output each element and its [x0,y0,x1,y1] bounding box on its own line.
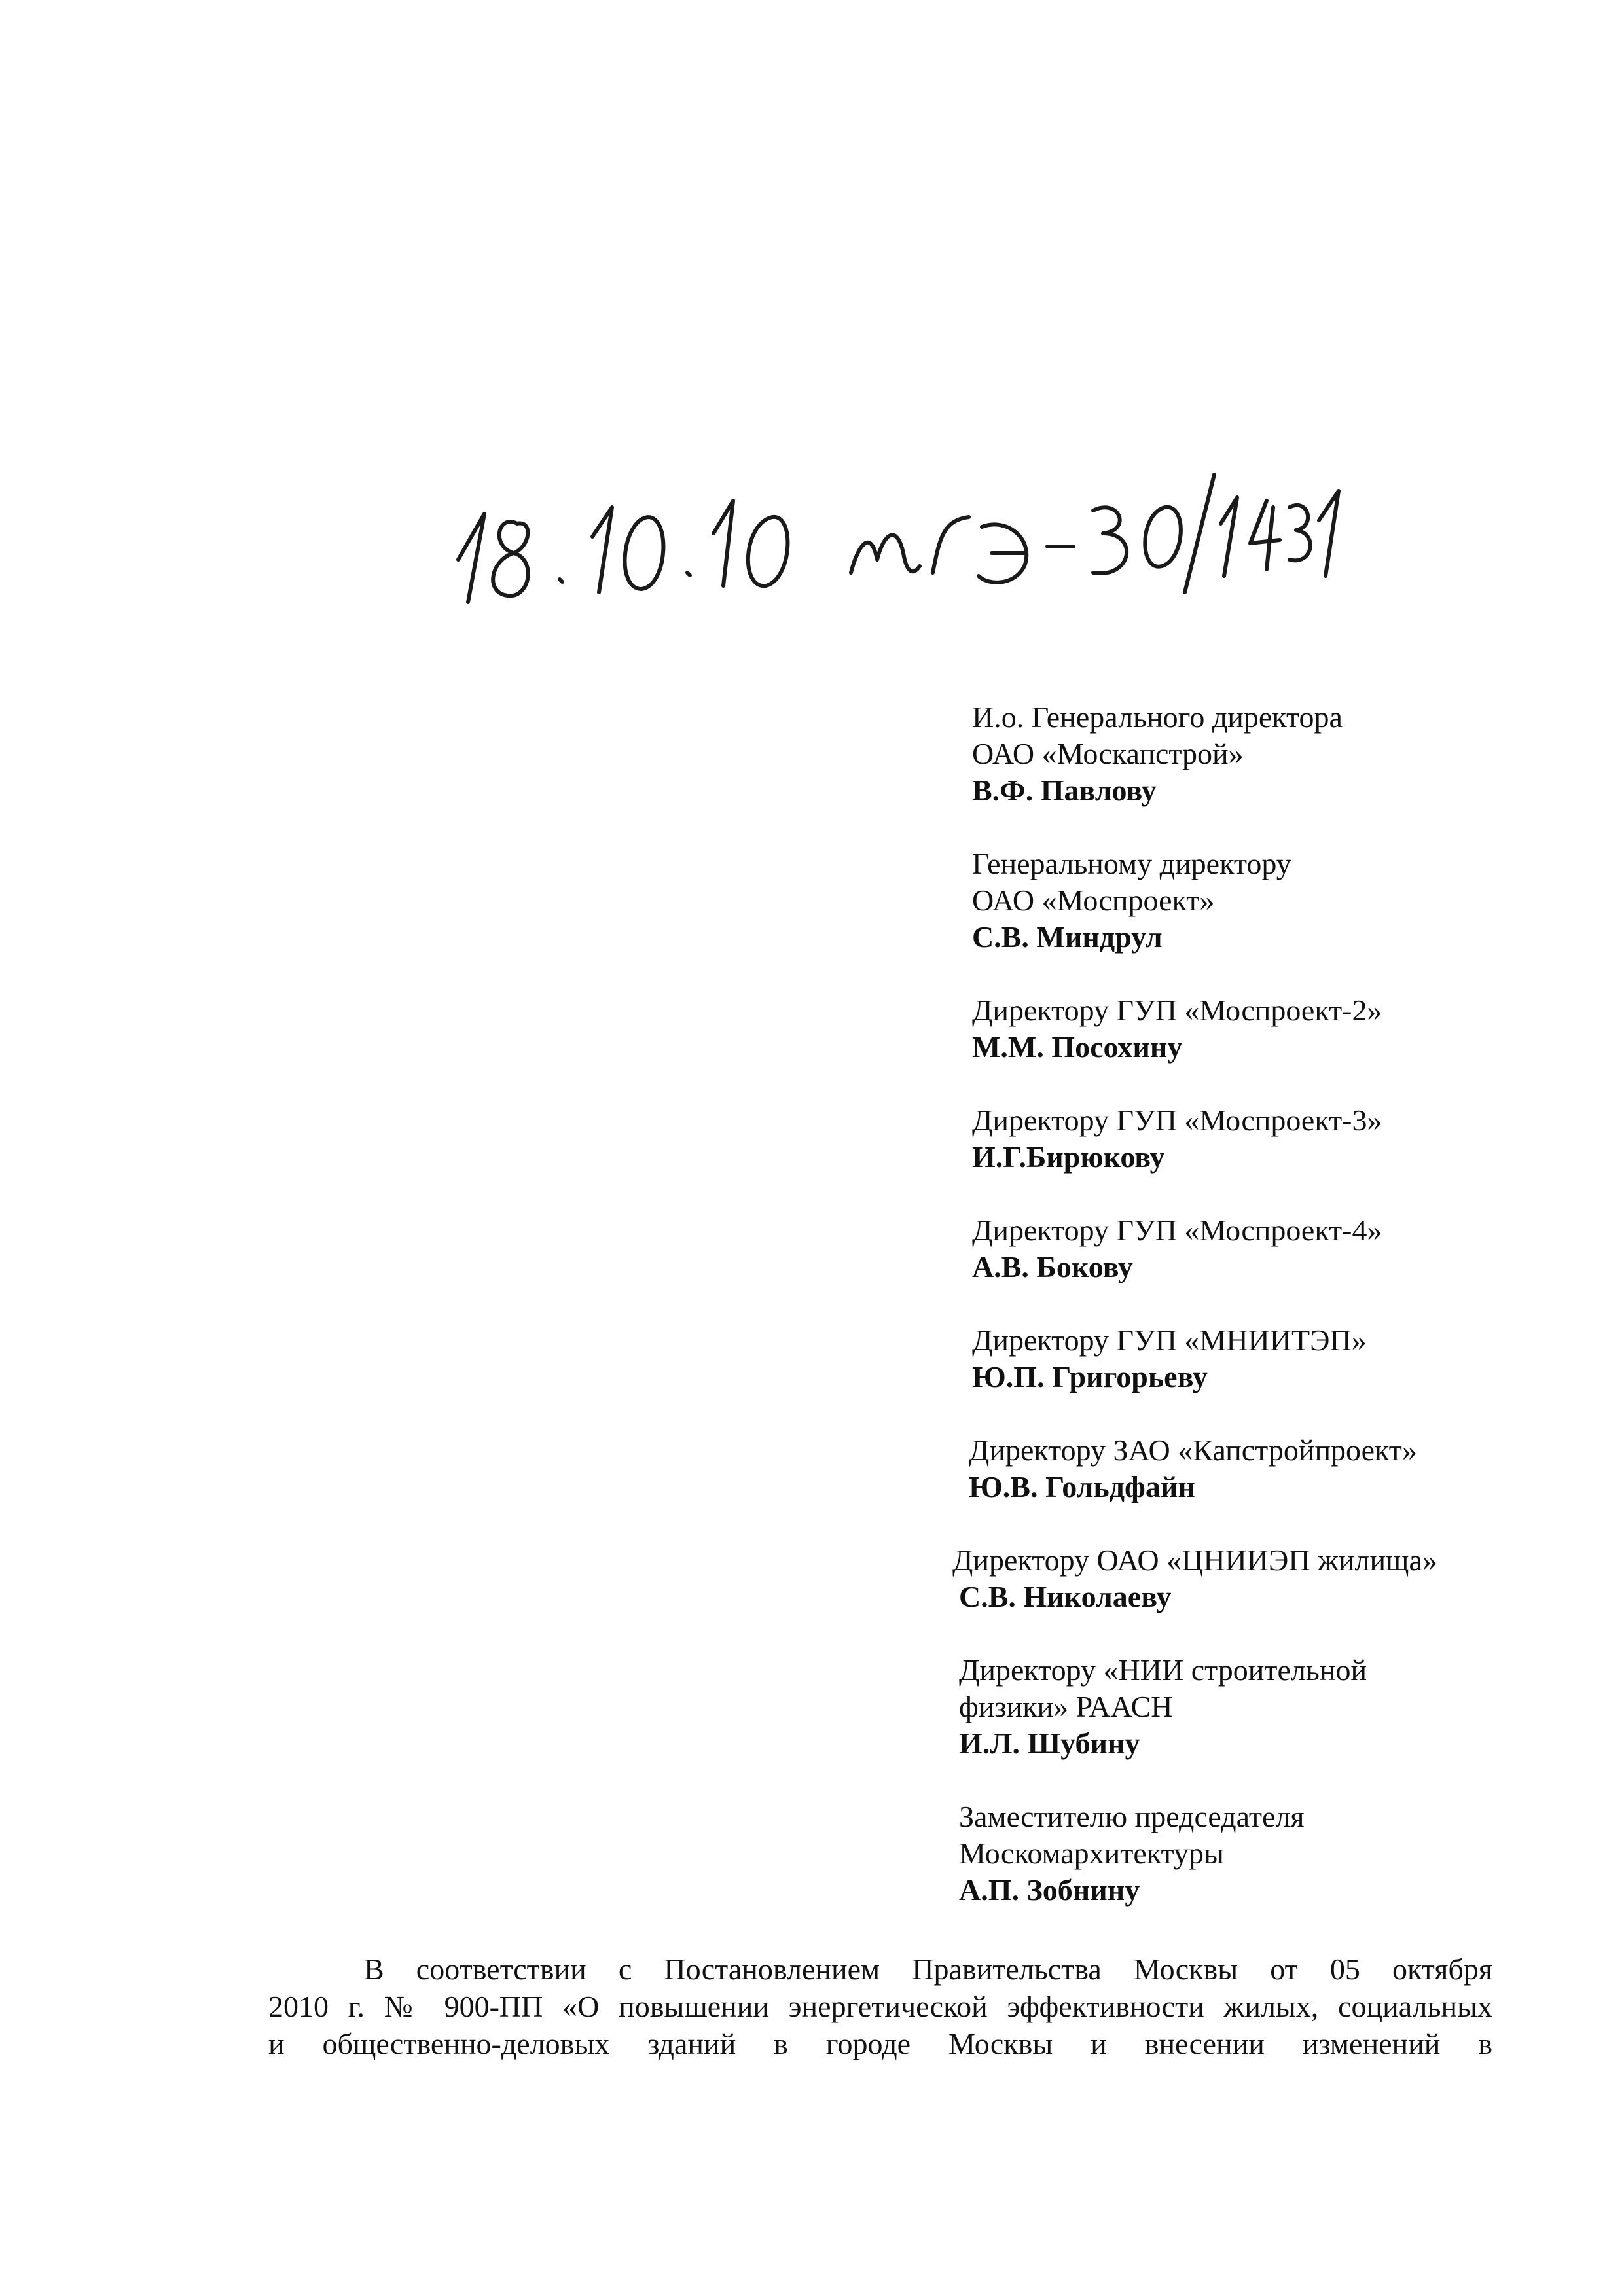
addressee-name: А.П. Зобнину [959,1873,1140,1907]
body-line: В соответствии с Постановлением Правительства Москвы от 05 октября [364,1952,1492,1986]
addressee [972,846,1542,956]
handwritten-note-drawing [445,461,1348,612]
addressee-title-line: Директору ГУП «МНИИТЭП» [972,1323,1367,1357]
addressee [972,1102,1542,1175]
addressee [959,1652,1542,1762]
addressee-name: А.В. Бокову [972,1250,1133,1283]
addressee-title-line: физики» РААСН [959,1690,1173,1723]
addressee-title-line: Директору ГУП «Моспроект-2» [972,994,1382,1027]
addressee-title-line: И.о. Генерального директора [972,700,1343,734]
body-line: 2010 г. № 900-ПП «О повышении энергетической эффективности жилых, социальных [268,1990,1492,2023]
addressee-title-line: ОАО «Моспроект» [972,884,1215,917]
addressee [959,1799,1542,1909]
addressee-title-line: Директору «НИИ строительной [959,1653,1367,1687]
addressee-title-line: Директору ГУП «Моспроект-4» [972,1213,1382,1247]
addressee-name: Ю.П. Григорьеву [972,1360,1208,1393]
handwritten-registration-note [445,461,1348,612]
body-paragraph [268,1950,1492,2062]
addressee [972,699,1542,809]
addressee-name: И.Г.Бирюкову [972,1140,1165,1174]
addressee-title-line: ОАО «Москапстрой» [972,737,1244,770]
body-line: и общественно-деловых зданий в городе Москвы и внесении изменений в [268,2027,1492,2060]
addressee-title-line: Директору ЗАО «Капстройпроект» [969,1433,1417,1467]
addressee [972,1322,1542,1395]
addressee-name: В.Ф. Павлову [972,774,1157,807]
addressee-title-line: Директору ГУП «Моспроект-3» [972,1103,1382,1137]
addressee-title-line: Заместителю председателя [959,1800,1305,1833]
addressee-name: С.В. Миндрул [972,920,1163,954]
addressee [972,992,1542,1066]
addressee-name: М.М. Посохину [972,1030,1183,1064]
addressee-name: Ю.В. Гольдфайн [969,1470,1195,1503]
addressee-block [952,699,1542,1945]
addressee [969,1432,1542,1505]
addressee [952,1542,1542,1615]
addressee-name: С.В. Николаеву [959,1580,1172,1613]
addressee [972,1212,1542,1285]
addressee-name: И.Л. Шубину [959,1727,1140,1760]
addressee-title-line: Генеральному директору [972,847,1291,880]
addressee-title-line: Москомархитектуры [959,1837,1224,1870]
addressee-title-line: Директору ОАО «ЦНИИЭП жилища» [952,1543,1437,1577]
